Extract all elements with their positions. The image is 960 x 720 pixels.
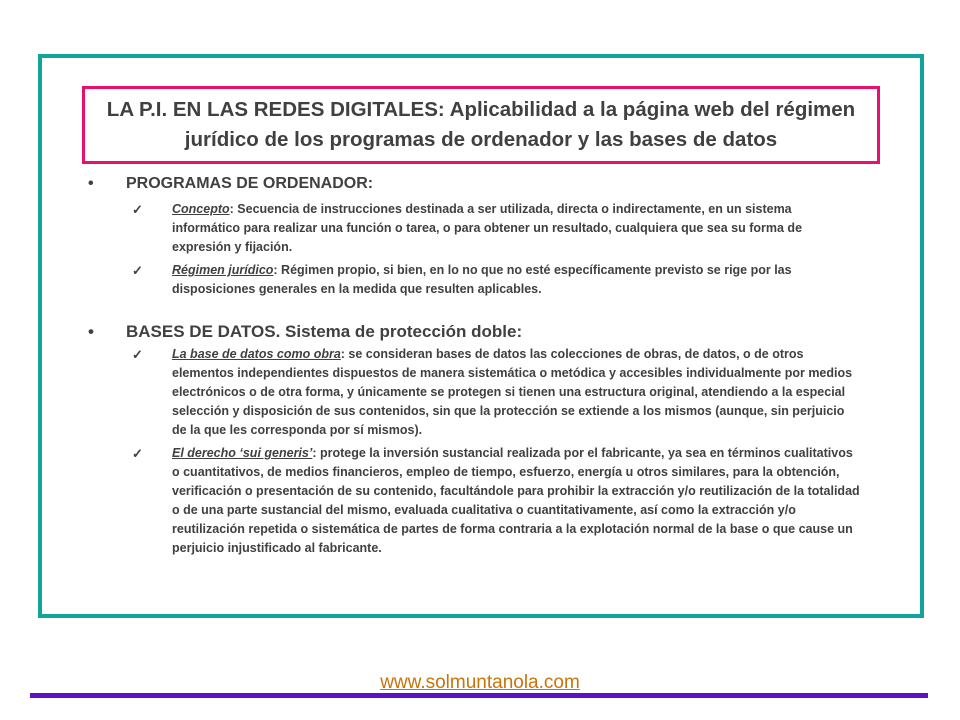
checkmark-icon: ✓ <box>132 446 143 461</box>
footer-divider <box>30 693 928 698</box>
list-item-concepto <box>88 200 862 257</box>
item-term: El derecho ‘sui generis’ <box>172 446 313 460</box>
bullet-icon: • <box>88 322 94 341</box>
slide-title: LA P.I. EN LAS REDES DIGITALES: Aplicabilidad a la página web del régimen jurídico de los programas de ordenador y las bases de datos <box>106 98 856 151</box>
slide-content <box>88 172 878 558</box>
list-item-regimen-juridico <box>88 261 862 299</box>
checkmark-icon: ✓ <box>132 202 143 217</box>
section-heading-text: BASES DE DATOS. Sistema de protección doble: <box>126 322 523 341</box>
item-term: La base de datos como obra <box>172 347 341 361</box>
item-term: Régimen jurídico <box>172 263 274 277</box>
checkmark-icon: ✓ <box>132 263 143 278</box>
item-term: Concepto <box>172 202 230 216</box>
item-text: : Secuencia de instrucciones destinada a ser utilizada, directa o indirectamente, en un sistema informático para realizar una función o tarea, o para obtener un resultado, cualquiera que sea su forma de expresión y fijación. <box>172 202 803 254</box>
website-link[interactable]: www.solmuntanola.com <box>380 672 580 693</box>
bullet-icon: • <box>88 175 94 192</box>
list-item-sui-generis <box>88 444 862 558</box>
checkmark-icon: ✓ <box>132 347 143 362</box>
section-heading-text: PROGRAMAS DE ORDENADOR: <box>126 175 374 192</box>
section-heading-programas <box>88 172 878 196</box>
item-text: : Régimen propio, si bien, en lo no que no esté específicamente previsto se rige por las disposiciones generales en la medida que resulten aplicables. <box>172 263 792 296</box>
section-heading-bases-de-datos <box>88 319 878 345</box>
title-box <box>82 86 880 164</box>
item-text: : se consideran bases de datos las colecciones de obras, de datos, o de otros elementos independientes dispuestos de manera sistemática o metódica y accesibles individualmente por medios electrónicos o de otra forma, y únicamente se protegen si tienen una estructura original, atendiendo a la especial selección y disposición de sus contenidos, sin que la protección se extiende a los mismos (aunque, sin perjuicio de la que les corresponda por sí mismos). <box>172 347 853 437</box>
item-text: : protege la inversión sustancial realizada por el fabricante, ya sea en términos cualitativos o cuantitativos, de medios financieros, empleo de tiempo, esfuerzo, energía u otros similares, para la obtención, verificación o presentación de su contenido, facultándole para prohibir la extracción y/o reutilización de la totalidad o de una parte sustancial del mismo, evaluada cualitativa o cuantitativamente, así como la extracción y/o reutilización repetida o sistemática de partes de forma contraria a la explotación normal de la base o que cause un perjuicio injustificado al fabricante. <box>172 446 860 555</box>
list-item-base-datos-obra <box>88 345 862 440</box>
